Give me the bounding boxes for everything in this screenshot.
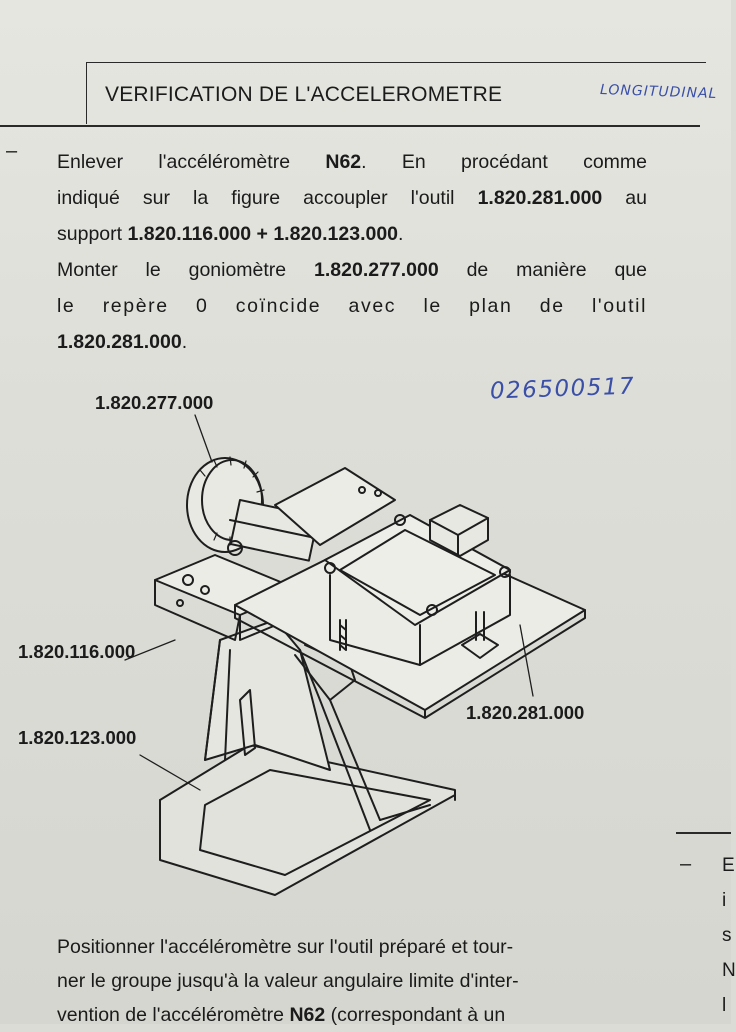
bottom-line-3: vention de l'accéléromètre N62 (correspondant à un	[57, 1004, 506, 1026]
right-column-letters	[722, 848, 736, 1023]
right-letter: N	[722, 960, 736, 981]
leader-goniometer	[195, 415, 212, 462]
intro-line-6: 1.820.281.000.	[57, 331, 188, 353]
section-title: VERIFICATION DE L'ACCELEROMETRE	[105, 83, 503, 106]
right-letter: i	[722, 890, 727, 911]
intro-line-1: Enlever l'accéléromètre N62. En procédant comme	[57, 151, 648, 173]
bottom-line-2: ner le groupe jusqu'à la valeur angulaire limite d'inter-	[57, 970, 519, 992]
label-goniometer: 1.820.277.000	[95, 392, 214, 413]
handwritten-number: 026500517	[489, 373, 636, 405]
right-column-dash: –	[680, 853, 692, 875]
right-letter: l	[722, 995, 727, 1016]
bottom-line-1: Positionner l'accéléromètre sur l'outil préparé et tour-	[57, 936, 514, 958]
right-letter: E	[722, 855, 735, 876]
right-column-rule	[676, 832, 731, 834]
intro-line-5: le repère 0 coïncide avec le plan de l'outil	[57, 295, 647, 317]
leader-support-base	[140, 755, 200, 790]
intro-line-2: indiqué sur la figure accoupler l'outil 1.820.281.000 au	[57, 187, 647, 209]
handwritten-note: LONGITUDINAL	[599, 81, 718, 103]
label-support-top: 1.820.116.000	[18, 641, 136, 662]
intro-line-4: Monter le goniomètre 1.820.277.000 de manière que	[57, 259, 647, 281]
label-tool: 1.820.281.000	[466, 702, 585, 723]
intro-line-3: support 1.820.116.000 + 1.820.123.000.	[57, 223, 404, 245]
bottom-paragraph	[57, 930, 657, 1032]
right-letter: s	[722, 925, 732, 946]
list-dash: –	[6, 140, 18, 162]
label-support-base: 1.820.123.000	[18, 727, 137, 748]
